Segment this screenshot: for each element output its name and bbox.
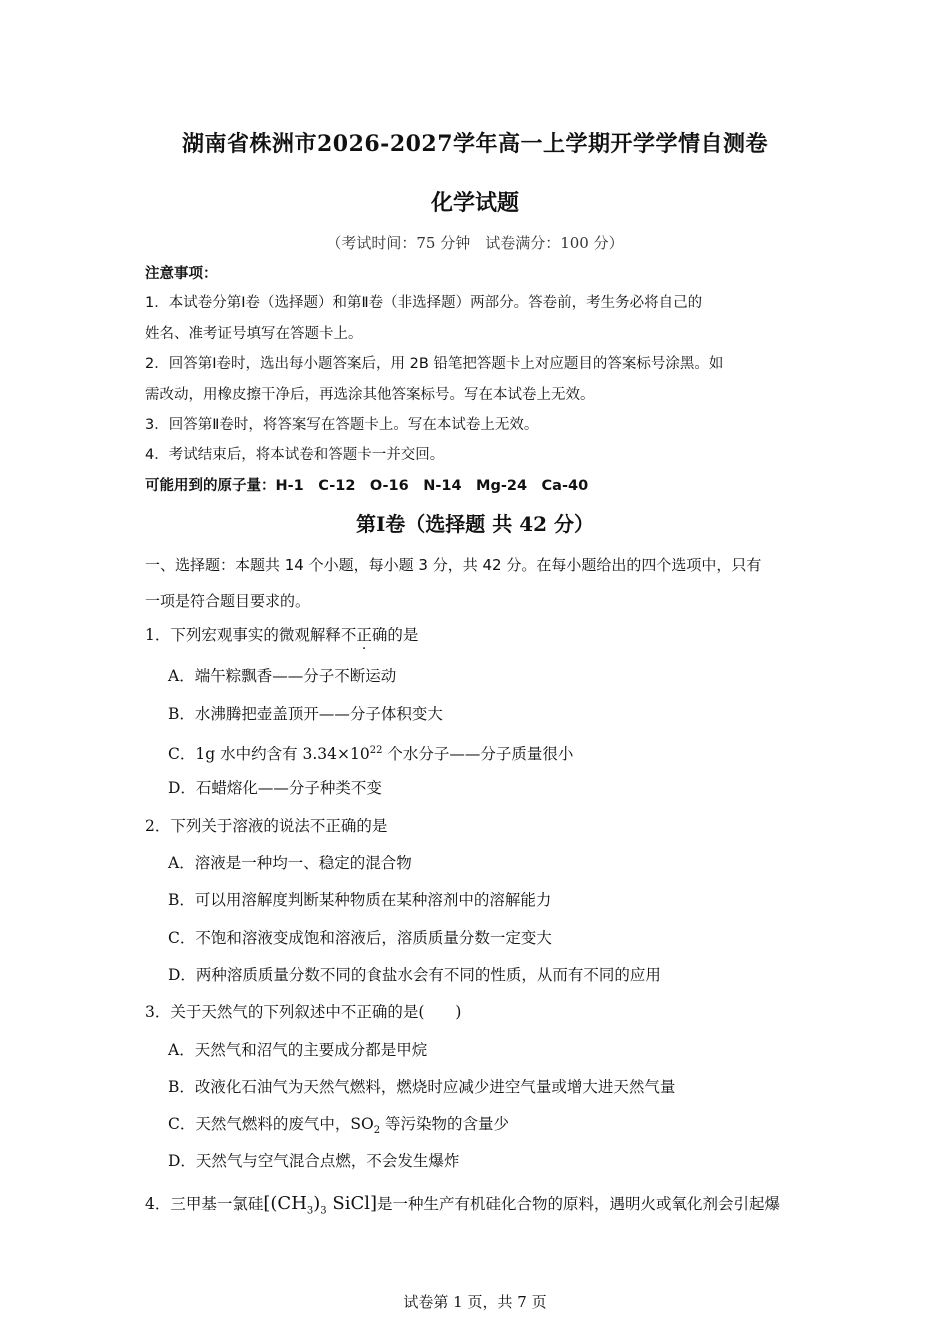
question-2-stem: 2．下列关于溶液的说法不正确的是 (145, 817, 388, 835)
section-intro: 一、选择题：本题共 14 个小题，每小题 3 分，共 42 分。在每小题给出的四个选项中，只有 (145, 556, 762, 574)
question-2-option-d: D．两种溶质质量分数不同的食盐水会有不同的性质，从而有不同的应用 (168, 966, 661, 984)
option-text: C．1g 水中约含有 3.34×10 (168, 745, 370, 764)
exam-info: （考试时间：75 分钟 试卷满分：100 分） (326, 234, 624, 252)
option-text: C．天然气燃料的废气中，SO (168, 1115, 374, 1133)
question-1-option-d: D．石蜡熔化——分子种类不变 (168, 779, 382, 797)
section-intro: 一项是符合题目要求的。 (145, 592, 311, 610)
question-1-option-c (168, 740, 810, 765)
exam-title: 湖南省株洲市2026-2027学年高一上学期开学学情自测卷 (181, 131, 769, 157)
question-stem-text: 1．下列宏观事实的微观解释 (145, 626, 341, 644)
notice-item: 姓名、准考证号填写在答题卡上。 (145, 326, 363, 342)
atomic-mass: 可能用到的原子量：H-1 C-12 O-16 N-14 Mg-24 Ca-40 (145, 478, 589, 494)
question-2-option-a: A．溶液是一种均一、稳定的混合物 (168, 854, 412, 872)
notice-heading: 注意事项： (145, 266, 218, 282)
notice-item: 3．回答第Ⅱ卷时，将答案写在答题卡上。写在本试卷上无效。 (145, 417, 539, 433)
option-text: 等污染物的含量少 (380, 1115, 509, 1133)
question-stem-text: 4．三甲基一氯硅 (145, 1195, 264, 1213)
question-2-option-b: B．可以用溶解度判断某种物质在某种溶剂中的溶解能力 (168, 891, 552, 909)
exponent: 22 (369, 745, 383, 756)
subscript: 2 (373, 1125, 381, 1137)
question-stem-text: 是一种生产有机硅化合物的原料，遇明火或氧化剂会引起爆 (377, 1195, 781, 1213)
question-2-option-c: C．不饱和溶液变成饱和溶液后，溶质质量分数一定变大 (168, 929, 552, 947)
question-stem-text: 的是 (387, 626, 419, 644)
chemical-formula: [$(CH_3)_3$ SiCl] (263, 1193, 378, 1217)
section-heading: 第Ⅰ卷（选择题 共 42 分） (355, 512, 595, 536)
question-3-option-c (168, 1113, 810, 1142)
question-3-option-d: D．天然气与空气混合点燃，不会发生爆炸 (168, 1152, 460, 1170)
emphasis-text: 不正确 (340, 626, 388, 644)
question-4-stem (145, 1193, 810, 1223)
question-3-option-b: B．改液化石油气为天然气燃料，燃烧时应减少进空气量或增大进天然气量 (168, 1078, 676, 1096)
notice-item: 4．考试结束后，将本试卷和答题卡一并交回。 (145, 447, 445, 463)
question-1-option-a: A．端午粽飘香——分子不断运动 (168, 667, 397, 685)
question-1-option-b: B．水沸腾把壶盖顶开——分子体积变大 (168, 705, 443, 723)
notice-item: 2．回答第Ⅰ卷时，选出每小题答案后，用 2B 铅笔把答题卡上对应题目的答案标号涂黑。如 (145, 356, 724, 372)
notice-item: 1．本试卷分第Ⅰ卷（选择题）和第Ⅱ卷（非选择题）两部分。答卷前，考生务必将自己的 (145, 295, 703, 311)
question-1-stem (145, 624, 810, 646)
notice-item: 需改动，用橡皮擦干净后，再选涂其他答案标号。写在本试卷上无效。 (145, 387, 595, 403)
question-3-option-a: A．天然气和沼气的主要成分都是甲烷 (168, 1041, 428, 1059)
option-text: 个水分子——分子质量很小 (382, 745, 574, 764)
page-footer: 试卷第 1 页，共 7 页 (403, 1293, 547, 1311)
question-3-stem: 3．关于天然气的下列叙述中不正确的是( ) (145, 1003, 462, 1021)
subject-title: 化学试题 (430, 190, 519, 216)
